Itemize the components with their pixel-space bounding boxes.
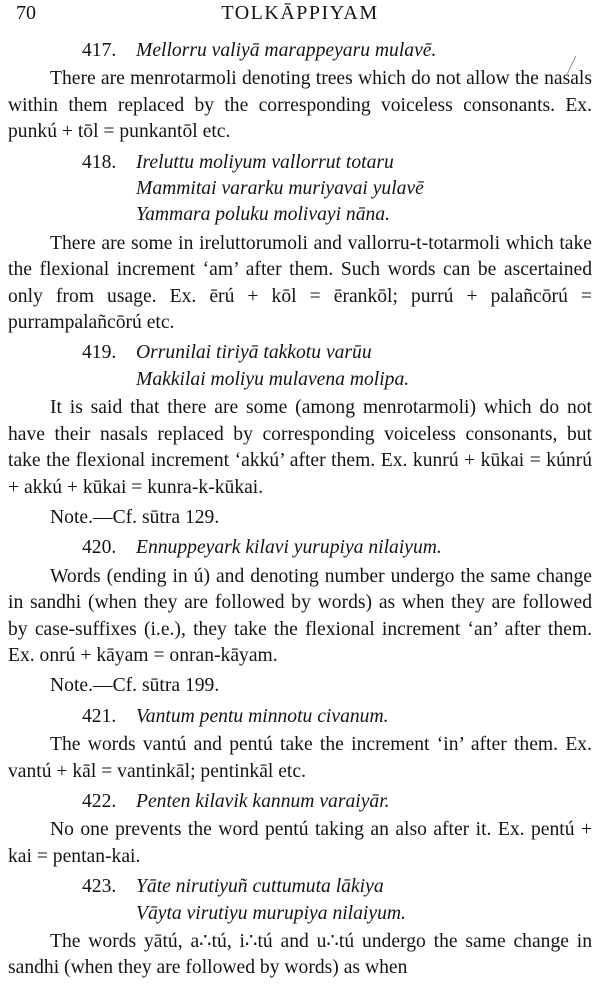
commentary-paragraph: There are some in ireluttorumoli and vallorru-t-totarmoli which take the flexional increment ‘am’ after them. Such words can be ascertained only from usage. Ex. ērú + kōl = ērankōl; purrú + palañcōrú = purrampalañcōrú etc.	[8, 232, 592, 334]
commentary-paragraph: It is said that there are some (among menrotarmoli) which do not have their nasals replaced by corresponding voiceless consonants, but take the flexional increment ‘akkú’ after them. Ex. kunrú + kūkai = kúnrú + akkú + kūkai = kunra-k-kūkai.	[8, 397, 592, 498]
sutra-verse: Vāyta virutiyu murupiya nilaiyum.	[136, 902, 406, 924]
commentary-paragraph: Words (ending in ú) and denoting number undergo the same change in sandhi (when they are followed by words) as when they are followed by case-suffixes (i.e.), they take the flexional increment ‘an’ after them. Ex. onrú + kāyam = onran-kāyam.	[8, 565, 592, 666]
sutra-number: 423.	[82, 876, 117, 898]
sutra-number: 419.	[82, 342, 117, 364]
sutra-verse: Yammara poluku molivayi nāna.	[136, 204, 390, 226]
commentary-paragraph: There are menrotarmoli denoting trees which do not allow the nasals within them replaced by the corresponding voiceless consonants. Ex. punkú + tōl = punkantōl etc.	[8, 68, 592, 143]
sutra-verse: Orrunilai tiriyā takkotu varūu	[136, 342, 372, 364]
commentary-paragraph: The words vantú and pentú take the increment ‘in’ after them. Ex. vantú + kāl = vantinkāl; pentinkāl etc.	[8, 734, 592, 782]
sutra-block	[8, 704, 592, 730]
sutra-verse: Ennuppeyark kilavi yurupiya nilaiyum.	[136, 537, 442, 559]
sutra-number: 417.	[82, 40, 117, 61]
sutra-line	[82, 176, 592, 202]
sutra-number: 422.	[82, 790, 117, 812]
sutra-block	[8, 38, 592, 64]
sutra-block	[8, 789, 592, 815]
document-body	[8, 38, 592, 982]
sutra-verse: Mammitai vararku muriyavai yulavē	[136, 178, 424, 200]
sutra-line	[82, 367, 592, 393]
sutra-verse: Makkilai moliyu mulavena molipa.	[136, 368, 410, 390]
sutra-verse: Vantum pentu minnotu civanum.	[136, 705, 389, 727]
sutra-number: 421.	[82, 705, 117, 727]
running-title: TOLKĀPPIYAM	[221, 2, 379, 24]
sutra-line	[82, 535, 592, 561]
note-line: Note.—Cf. sūtra 199.	[50, 675, 220, 697]
sutra-number: 420.	[82, 537, 117, 559]
sutra-verse: Ireluttu moliyum vallorrut totaru	[136, 151, 394, 173]
page-number: 70	[16, 2, 36, 24]
sutra-verse: Mellorru valiyā marappeyaru mulavē.	[136, 40, 437, 61]
sutra-line	[82, 704, 592, 730]
sutra-block	[8, 150, 592, 229]
sutra-line	[82, 901, 592, 927]
sutra-block	[8, 340, 592, 393]
sutra-line	[82, 340, 592, 366]
sutra-verse: Penten kilavik kannum varaiyār.	[136, 790, 390, 812]
sutra-number: 418.	[82, 151, 117, 173]
sutra-block	[8, 874, 592, 927]
sutra-block	[8, 535, 592, 561]
sutra-line	[82, 874, 592, 900]
sutra-line	[82, 150, 592, 176]
note-line: Note.—Cf. sūtra 129.	[50, 506, 220, 528]
sutra-line	[82, 38, 592, 64]
sutra-line	[82, 202, 592, 228]
commentary-paragraph: The words yātú, a∴tú, i∴tú and u∴tú undergo the same change in sandhi (when they are followed by words) as when	[8, 931, 592, 979]
commentary-paragraph: No one prevents the word pentú taking an also after it. Ex. pentú + kai = pentan-kai.	[8, 819, 592, 867]
sutra-line	[82, 789, 592, 815]
sutra-verse: Yāte nirutiyuñ cuttumuta lākiya	[136, 876, 384, 898]
page-header	[8, 0, 592, 34]
